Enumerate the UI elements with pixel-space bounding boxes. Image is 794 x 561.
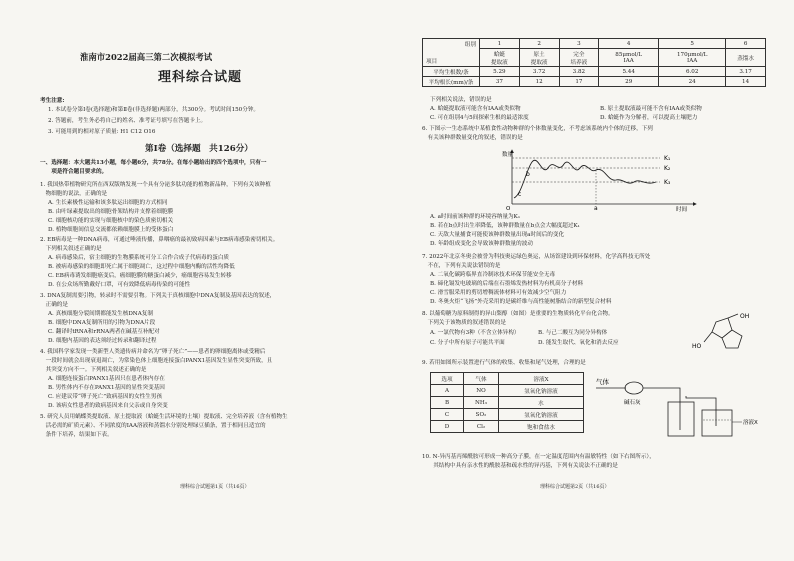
question-6-stem: 6. 下图示一生态系统中某植食性动物种群的个体数量变化，不考虑该系统内个体的迁移，下列 [422, 126, 653, 132]
group-number: 1 [480, 39, 520, 49]
cell-value: 3.17 [726, 67, 766, 77]
k2-label: K₂ [664, 165, 671, 172]
page-footer: 理科综合试题第1页（共16页） [180, 484, 250, 490]
intro-line: 项是符合题目要求的。 [40, 169, 108, 175]
point-b-label: b [526, 171, 530, 178]
left-page [40, 0, 402, 561]
table-row [431, 397, 584, 409]
notice-line: 1. 本试卷分第Ⅰ卷(选择题)和第Ⅱ卷(非选择题)两部分，共300分。考试时间150分钟。 [48, 107, 260, 113]
group-name: 蒸馏水 [726, 49, 766, 67]
question-2-stem: 2. EB病毒是一种DNA病毒，可通过唾液传播，鼻咽癌的最初致病因素与EB病毒感染密切相关。 [40, 237, 279, 243]
question-3-option: B. 细胞中DNA复制所用的引物为DNA片段 [48, 320, 156, 326]
absorption-beaker [702, 410, 732, 436]
question-5-stem: 条件下培养，结果如下表。 [40, 432, 113, 438]
question-6-option: C. 天敌大量捕食可能使该种群数量出现a时间后的变化 [430, 232, 565, 238]
question-7-option: B. 碲化镉发电玻璃的后端在石墨烯发热材料为有机高分子材料 [430, 281, 584, 287]
cell-value: 17 [559, 77, 599, 87]
notice-line: 3. 可能用到的相对原子质量: H1 C12 O16 [48, 129, 156, 135]
cell-value: 饱和食盐水 [498, 421, 583, 433]
question-1-option: A. 生长素极性运输和该多肽运出细胞的方式相同 [48, 200, 168, 206]
question-1-option: B. 由叶绿素提取出的细胞骨架结构并支撑着细胞膜 [48, 209, 174, 215]
row-label: 平均根长(mm)/条 [423, 77, 480, 87]
cell-value: B [431, 397, 464, 409]
question-7-stem: 7. 2022年北京冬奥会被誉为科技奥运绿色奥运，从场馆建设到环保材料，化学高科技无所处 [422, 254, 651, 260]
right-page [420, 0, 770, 561]
question-2-stem: 下列相关叙述正确的是 [40, 246, 102, 252]
cell-value: 29 [599, 77, 659, 87]
question-6-option: B. 若在b点时出生率降低，该种群数量在b点会大幅度超过K₁ [430, 223, 580, 229]
cell-value: 3.82 [559, 67, 599, 77]
point-a-label: a [594, 205, 598, 212]
question-2-option: C. EB病毒诱发细胞癌变后，癌细胞膜的糖蛋白减少，癌细胞容易发生转移 [48, 273, 232, 279]
isosorbide-structure [690, 312, 764, 356]
table-row [431, 421, 584, 433]
question-8-option: D. 能发生取代、氧化和消去反应 [538, 340, 619, 346]
cell-value: 37 [480, 77, 520, 87]
table-row [431, 373, 584, 385]
question-6-stem: 有关该种群数量变化的叙述，错误的是 [422, 135, 523, 141]
point-c-label: c [518, 191, 522, 198]
table-row [423, 77, 766, 87]
question-8-stem: 8. 以葡萄糖为原料制得的异山梨醇（如图）是重要的生物质转化平台化合物。 [422, 311, 614, 317]
ring-upper [712, 318, 732, 338]
question-8-option: C. 分子中所有原子可能共平面 [430, 340, 505, 346]
cell-value: SO₂ [464, 409, 499, 421]
cell-value: 24 [659, 77, 726, 87]
question-2-option: A. 病毒感染后，宿主细胞的生物膜系统可分工合作合成子代病毒的蛋白质 [48, 255, 230, 261]
k1-label: K₁ [664, 155, 671, 162]
cell-value: C [431, 409, 464, 421]
bond [728, 314, 738, 318]
drying-bulb [625, 382, 643, 394]
notice-heading: 考生注意: [40, 98, 65, 104]
question-3-stem: 3. DNA复制需要引物，转录时不需要引物。下列关于真核细胞中DNA复制及基因表达的叙述， [40, 293, 276, 299]
question-8-option: B. 与己二酸互为同分异构体 [538, 330, 608, 336]
question-3-option: D. 细胞内基因的表达须经过转录和翻译过程 [48, 338, 157, 344]
question-5-stem: 5. 研究人员用蜗蝶类提取液、原土提取液（蛤蜓生活环境的土壤）提取液、完全培养液（含有植物生 [40, 414, 288, 420]
k3-label: K₃ [664, 179, 671, 186]
question-4-stem: 一段时间就会出现衰退凋亡，为常染色体上细胞连接蛋白PANX1基因发生显性突变所致，且 [40, 358, 273, 364]
gas-apparatus [596, 370, 766, 442]
question-2-option: D. 在公众场所勤戴好口罩，可有效降低病毒传染的可能性 [48, 282, 191, 288]
question-7-option: C. 滑雪服采用的剪切增稠流体材料可有效减少空气阻力 [430, 290, 567, 296]
intro-line: 一、选择题：本大题共13小题，每小题6分，共78分。在每小题给出的四个选项中，只有一 [40, 160, 267, 166]
question-1-option: C. 细胞核功能的实现与细胞核中的染色质密切相关 [48, 218, 174, 224]
group-name: 蛤蜓 提取液 [480, 49, 520, 67]
group-number: 5 [659, 39, 726, 49]
corner-bottom-label: 项目 [426, 59, 438, 65]
group-name: 85μmol/L IAA [599, 49, 659, 67]
ring-lower [722, 330, 742, 348]
connecting-tube [643, 388, 680, 430]
question-5-option: D. 蛤蜓作为分解者，可以提高土壤肥力 [600, 115, 698, 121]
question-7-stem: 不在，下列有关说法错误的是 [422, 263, 501, 269]
outlet-tube [686, 396, 716, 426]
drier-label: 碱石灰 [624, 400, 641, 406]
column-header: 选项 [431, 373, 464, 385]
question-3-option: C. 翻译时tRNA和rRNA两者在碱基互补配对 [48, 329, 160, 335]
question-6-option: A. a时间前该种群的环境容纳量为K₁ [430, 214, 521, 220]
question-1-option: D. 植物细胞间信息交流都依赖细胞膜上的受体蛋白 [48, 227, 174, 233]
cell-value: NO [464, 385, 499, 397]
cell-value: 5.44 [599, 67, 659, 77]
collection-bottle [668, 402, 694, 436]
question-5-option: B. 原土提取液最可能不含有IAA或类似物 [600, 106, 702, 112]
question-5-stem: 活必需的矿质元素）、不同浓度的IAA溶液和蒸馏水分别处理绿豆插条，置于相同且适宜的 [40, 423, 266, 429]
question-4-stem: 其突变方向不一。下列相关叙述正确的是 [40, 367, 147, 373]
solution-label: 溶液X [743, 420, 758, 426]
question-7-option: A. 二氧化碳跨临界直冷制冰技术环保节能安全无毒 [430, 272, 556, 278]
corner-top-label: 组别 [464, 42, 476, 48]
column-header: 溶液X [498, 373, 583, 385]
group-name: 170μmol/L IAA [659, 49, 726, 67]
population-curve [514, 160, 656, 198]
cell-value: D [431, 421, 464, 433]
table-row [423, 67, 766, 77]
question-8-option: A. 一氯代物有3种（不含立体异构） [430, 330, 520, 336]
table-corner [423, 39, 480, 67]
cell-value: 氢氧化钠溶液 [498, 385, 583, 397]
cell-value: A [431, 385, 464, 397]
cell-value: Cl₂ [464, 421, 499, 433]
section-title: 第Ⅰ卷（选择题 共126分） [145, 144, 253, 154]
question-8-stem: 下列关于该物质的叙述错误的是 [422, 320, 506, 326]
group-number: 4 [599, 39, 659, 49]
question-4-stem: 4. 我国科学家发现一类新型人类遗传病并命名为“卵子死亡”——患者的卵细胞离体或受精后 [40, 349, 266, 355]
page-footer: 理科综合试题第2页（共16页） [540, 484, 610, 490]
exam-title: 淮南市2022届高三第二次模拟考试 [80, 52, 213, 62]
options-table [430, 372, 584, 433]
cell-value: 14 [726, 77, 766, 87]
question-4-option: A. 细胞连接蛋白PANX1基因只在患者体内存在 [48, 376, 165, 382]
cell-value: 氢氧化钠溶液 [498, 409, 583, 421]
gas-label: 气体 [596, 378, 609, 386]
group-number: 3 [559, 39, 599, 49]
column-header: 气体 [464, 373, 499, 385]
question-4-option: D. 该病女性患者的致病基因来自父亲或自身突变 [48, 403, 168, 409]
group-number: 2 [519, 39, 559, 49]
question-7-option: D. 冬奥火炬“飞扬”外壳采用的是碳纤维与高性能树脂结合的新型复合材料 [430, 299, 612, 305]
question-1-stem: 物细胞的说法，正确的是 [40, 191, 108, 197]
question-5-option: C. 可在组别4与5间探索生根的最适浓度 [430, 115, 529, 121]
question-1-stem: 1. 我国热带植物研究所在西双版纳发现一个具有分泌多肽功能的植物新品种，下列有关该种植 [40, 182, 271, 188]
cell-value: NH₃ [464, 397, 499, 409]
hydroxyl-left-label: HO [692, 343, 702, 350]
notice-line: 2. 答题前，考生务必将自己的姓名、准考证号填写在答题卡上。 [48, 118, 207, 124]
hydroxyl-right-label: OH [740, 313, 750, 320]
question-5-prompt: 下列相关说法，错误的是 [430, 97, 492, 103]
bond [704, 332, 712, 342]
cell-value: 3.72 [519, 67, 559, 77]
group-number: 6 [726, 39, 766, 49]
question-10-stem: 10. N-异丙基丙烯酰胺可形成一种高分子膜，在一定温度范围内有温敏特性（如下右图所示）， [422, 454, 655, 460]
x-axis-label: 时间 [676, 207, 688, 212]
table-row [423, 39, 766, 49]
row-label: 平均生根数/条 [423, 67, 480, 77]
question-5-option: A. 蛤蜓提取液可能含有IAA或类似物 [430, 106, 521, 112]
group-name: 完全 培养液 [559, 49, 599, 67]
question-2-option: B. 被病毒感染的细胞即死亡属于细胞凋亡，这过程中细胞内酶的活性均降低 [48, 264, 235, 270]
cell-value: 5.29 [480, 67, 520, 77]
question-10-stem: 其结构中具有亲水性的酰胺基和疏水性的异丙基，下列有关说法不正确的是 [422, 463, 618, 469]
question-3-option: A. 真核细胞分裂间期都能发生核DNA复制 [48, 311, 153, 317]
cell-value: 水 [498, 397, 583, 409]
population-graph [500, 146, 700, 212]
results-table [422, 38, 766, 87]
question-4-option: B. 男性体内不存在PANX1基因的显性突变基因 [48, 385, 165, 391]
origin-label: O [506, 206, 511, 212]
cell-value: 12 [519, 77, 559, 87]
table-row [431, 409, 584, 421]
question-4-option: C. 应建议带“卵子死亡”致病基因的女性生男孩 [48, 394, 163, 400]
question-6-option: D. 年龄组成变化会导致该种群数量的波动 [430, 241, 533, 247]
table-row [431, 385, 584, 397]
question-3-stem: 正确的是 [40, 302, 68, 308]
y-axis-label: 数量 [502, 152, 514, 158]
question-9-stem: 9. 若用如图所示装置进行气体的收集、收集和尾气处理，合理的是 [422, 360, 586, 366]
cell-value: 6.02 [659, 67, 726, 77]
paper-title: 理科综合试题 [158, 70, 243, 85]
group-name: 原土 提取液 [519, 49, 559, 67]
